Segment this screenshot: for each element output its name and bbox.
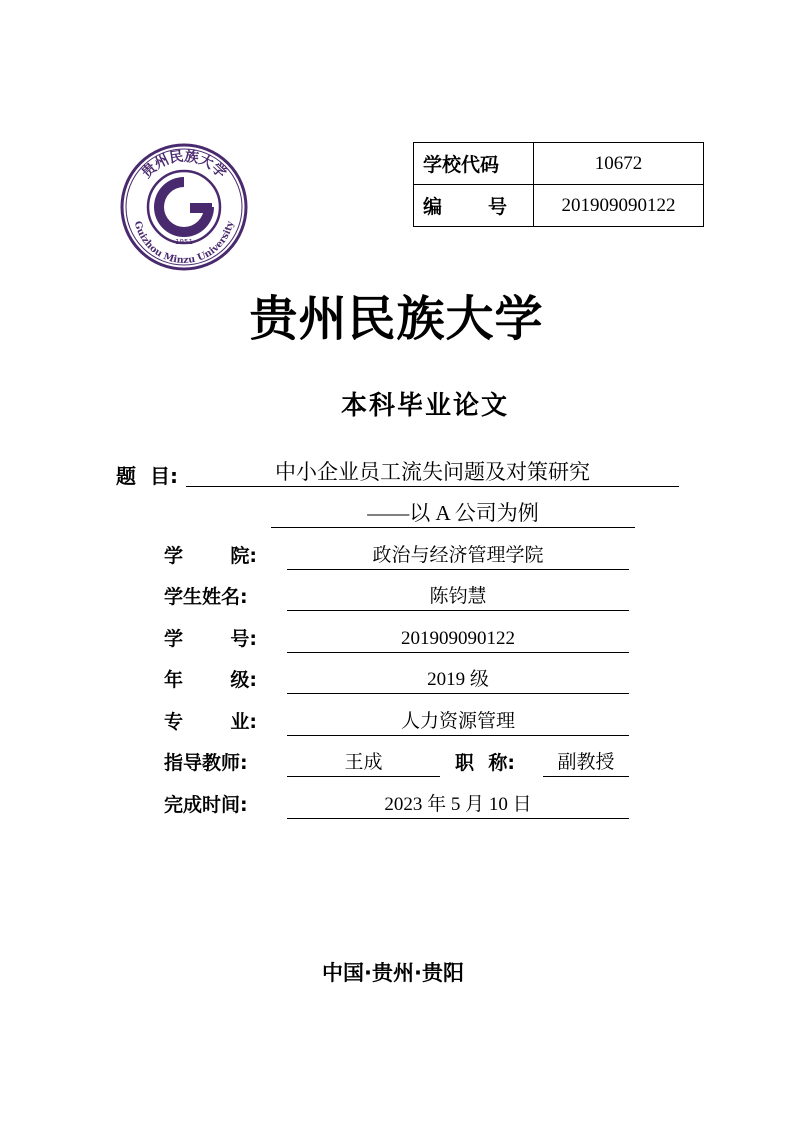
topic-label-char-2: 目:: [150, 464, 178, 488]
school-code-value: 10672: [534, 143, 704, 185]
student-id-label-char-1: 学: [164, 628, 184, 650]
number-value: 201909090122: [534, 185, 704, 227]
location-footer: 中国·贵州·贵阳: [322, 961, 464, 985]
college-label: [164, 543, 257, 569]
student-id-label-char-2: 号:: [230, 628, 257, 650]
college-label-char-2: 院:: [230, 545, 257, 567]
number-label: [414, 185, 534, 227]
advisor-label: 指导教师:: [164, 752, 248, 774]
grade-label-char-2: 级:: [230, 669, 257, 691]
student-name-label: 学生姓名:: [164, 586, 248, 608]
advisor-value: 王成: [287, 750, 440, 777]
svg-text:Guizhou Minzu University: Guizhou Minzu University: [131, 219, 237, 267]
topic-title-line-1: 中小企业员工流失问题及对策研究: [186, 458, 679, 487]
grade-value: 2019 级: [287, 667, 629, 694]
university-title: 贵州民族大学: [249, 291, 544, 347]
svg-text:贵州民族大学: 贵州民族大学: [138, 148, 230, 182]
major-label-char-1: 专: [164, 711, 184, 733]
student-name-value: 陈钧慧: [287, 584, 629, 611]
major-value: 人力资源管理: [287, 709, 629, 736]
number-label-char-2: 号: [487, 196, 507, 218]
grade-label: [164, 667, 257, 693]
school-code-label: 学校代码: [414, 143, 534, 185]
topic-title-line-2: ——以 A 公司为例: [271, 500, 635, 528]
grade-label-char-1: 年: [164, 669, 184, 691]
svg-text:1951: 1951: [175, 238, 193, 246]
school-code-row: [414, 143, 704, 185]
topic-label-char-1: 题: [116, 464, 136, 488]
completion-date-label: 完成时间:: [164, 794, 248, 816]
academic-title-label-char-1: 职: [455, 752, 475, 774]
number-row: [414, 185, 704, 227]
college-label-char-1: 学: [164, 545, 184, 567]
school-code-table: [413, 142, 704, 227]
topic-label: [116, 460, 178, 489]
number-label-char-1: 编: [423, 196, 443, 218]
university-seal-logo: [120, 143, 248, 271]
major-label: [164, 709, 257, 735]
major-label-char-2: 业:: [230, 711, 257, 733]
academic-title-label-char-2: 称:: [488, 752, 515, 774]
academic-title-label: [455, 750, 515, 776]
college-value: 政治与经济管理学院: [287, 543, 629, 570]
completion-date-value: 2023 年 5 月 10 日: [287, 792, 629, 819]
academic-title-value: 副教授: [543, 750, 629, 777]
student-id-label: [164, 626, 257, 652]
student-id-value: 201909090122: [287, 626, 629, 653]
thesis-type-heading: 本科毕业论文: [340, 391, 509, 421]
